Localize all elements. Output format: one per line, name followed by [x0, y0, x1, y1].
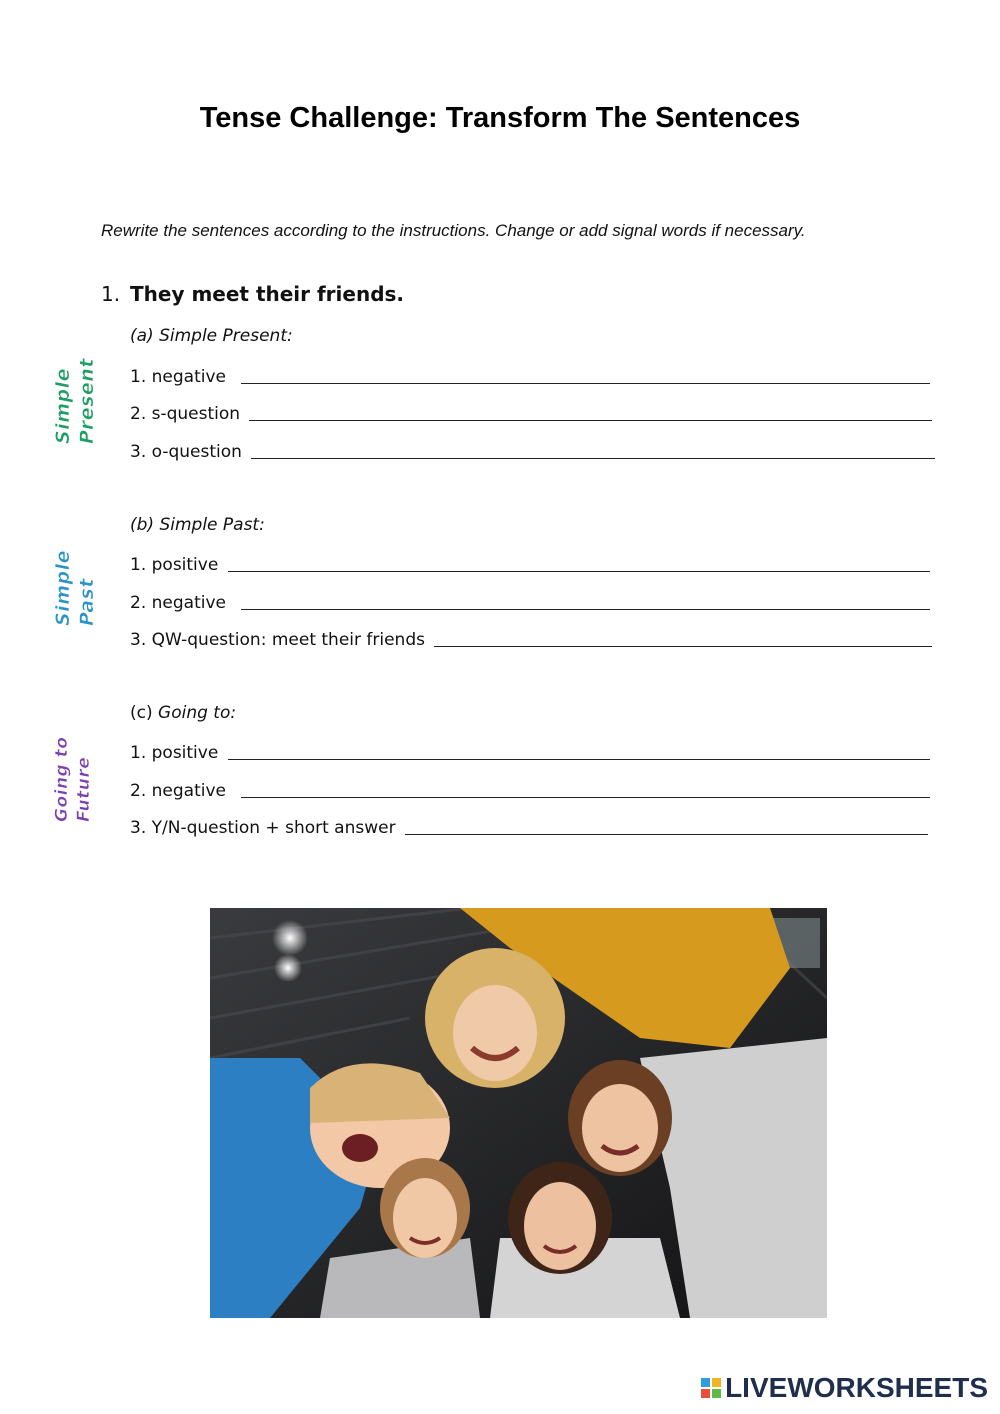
answer-blank[interactable] — [249, 420, 932, 421]
question-sentence: They meet their friends. — [130, 282, 405, 306]
answer-row[interactable] — [130, 438, 935, 462]
side-label-word: Past — [76, 578, 98, 626]
answer-blank[interactable] — [434, 646, 932, 647]
logo-square — [701, 1389, 710, 1398]
liveworksheets-logo-icon — [701, 1378, 721, 1398]
answer-label: 3. o-question — [130, 442, 248, 462]
answer-row[interactable] — [130, 400, 932, 424]
answer-row[interactable] — [130, 814, 928, 838]
side-label-word: Going to — [52, 736, 72, 822]
section-heading-text: Going to: — [158, 703, 237, 723]
friends-huddle-photo — [210, 908, 827, 1318]
answer-blank[interactable] — [241, 383, 930, 384]
worksheet-title: Tense Challenge: Transform The Sentences — [199, 102, 801, 134]
section-heading-prefix: (c) — [130, 703, 159, 723]
answer-blank[interactable] — [228, 759, 930, 760]
answer-label: 1. negative — [130, 367, 237, 387]
side-label-word: Simple — [52, 550, 74, 626]
answer-blank[interactable] — [241, 609, 930, 610]
logo-square — [712, 1378, 721, 1387]
answer-label: 1. positive — [130, 555, 224, 575]
side-label-word: Present — [76, 358, 98, 444]
side-label-word: Future — [74, 756, 94, 822]
answer-blank[interactable] — [228, 571, 930, 572]
answer-label: 1. positive — [130, 743, 224, 763]
logo-square — [701, 1378, 710, 1387]
answer-row[interactable] — [130, 626, 932, 650]
answer-row[interactable] — [130, 363, 930, 387]
section-heading-simple-present: (a) Simple Present: — [130, 326, 293, 346]
answer-row[interactable] — [130, 589, 930, 613]
answer-label: 3. Y/N-question + short answer — [130, 818, 401, 838]
answer-row[interactable] — [130, 739, 930, 763]
side-label-going-to-future — [52, 736, 94, 822]
answer-label: 3. QW-question: meet their friends — [130, 630, 431, 650]
answer-row[interactable] — [130, 551, 930, 575]
side-label-simple-past — [52, 552, 98, 626]
liveworksheets-brand — [701, 1372, 988, 1404]
side-label-word: Simple — [52, 368, 74, 444]
section-heading-going-to — [130, 703, 236, 723]
answer-blank[interactable] — [405, 834, 928, 835]
answer-label: 2. s-question — [130, 404, 246, 424]
answer-label: 2. negative — [130, 593, 237, 613]
side-label-simple-present — [52, 358, 98, 444]
question-number: 1. — [101, 282, 121, 306]
section-heading-simple-past: (b) Simple Past: — [130, 515, 265, 535]
logo-square — [712, 1389, 721, 1398]
instructions: Rewrite the sentences according to the instructions. Change or add signal words if necessary. — [101, 221, 806, 240]
answer-blank[interactable] — [241, 797, 930, 798]
answer-row[interactable] — [130, 777, 930, 801]
answer-blank[interactable] — [251, 458, 935, 459]
brand-text: LIVEWORKSHEETS — [725, 1372, 988, 1403]
answer-label: 2. negative — [130, 781, 237, 801]
